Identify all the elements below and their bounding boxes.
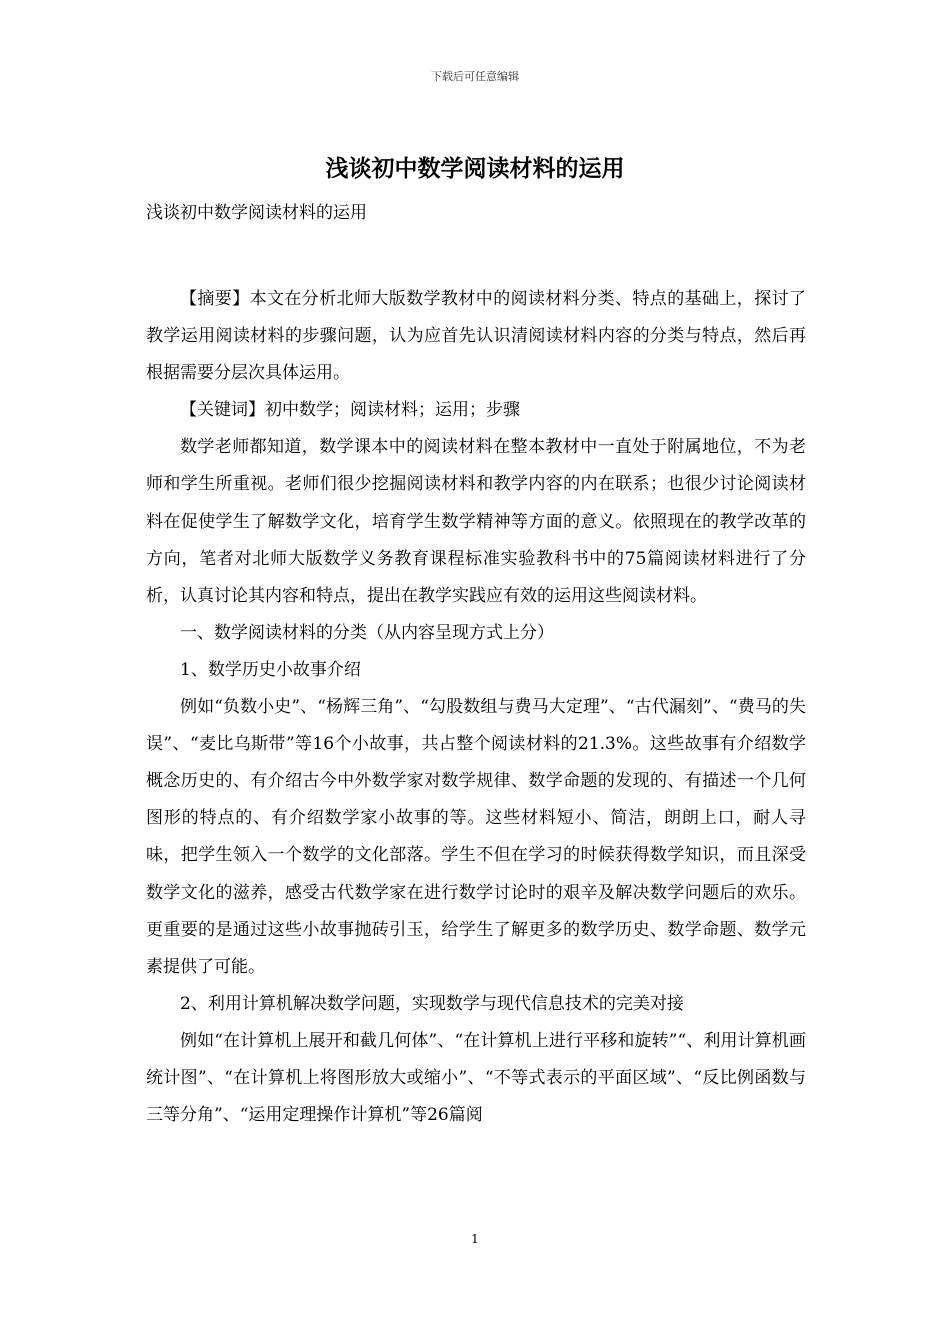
intro-paragraph: 数学老师都知道，数学课本中的阅读材料在整本教材中一直处于附属地位，不为老师和学生所重视。老师们很少挖掘阅读材料和教学内容的内在联系；也很少讨论阅读材料在促使学生了解数学文化，培育学生数学精神等方面的意义。依照现在的教学改革的方向，笔者对北师大版数学义务教育课程标准实验教科书中的75篇阅读材料进行了分析，认真讨论其内容和特点，提出在教学实践应有效的运用这些阅读材料。 — [146, 437, 806, 606]
body-paragraph: 例如“负数小史”、“杨辉三角”、“勾股数组与费马大定理”、“古代漏刻”、“费马的失误”、“麦比乌斯带”等16个小故事，共占整个阅读材料的21.3%。这些故事有介绍数学概念历史的、有介绍古今中外数学家对数学规律、数学命题的发现的、有描述一个几何图形的特点的、有介绍数学家小故事的等。这些材料短小、简洁，朗朗上口，耐人寻味，把学生领入一个数学的文化部落。学生不但在学习的时候获得数学知识，而且深受数学文化的滋养，感受古代数学家在进行数学讨论时的艰辛及解决数学问题后的欢乐。更重要的是通过这些小故事抛砖引玉，给学生了解更多的数学历史、数学命题、数学元素提供了可能。 — [146, 697, 806, 977]
page-header-note: 下载后可任意编辑 — [431, 70, 519, 83]
subsection-heading: 1、数学历史小故事介绍 — [180, 659, 361, 680]
keywords-paragraph: 【关键词】初中数学；阅读材料；运用；步骤 — [180, 400, 520, 421]
section-heading: 一、数学阅读材料的分类（从内容呈现方式上分） — [180, 622, 554, 643]
body-paragraph: 例如“在计算机上展开和截几何体”、“在计算机上进行平移和旋转”“、利用计算机画统计图”、“在计算机上将图形放大或缩小”、“不等式表示的平面区域”、“反比例函数与三等分角”、“运用定理操作计算机”等26篇阅 — [146, 1030, 806, 1126]
abstract-paragraph: 【摘要】本文在分析北师大版数学教材中的阅读材料分类、特点的基础上，探讨了教学运用阅读材料的步骤问题，认为应首先认识清阅读材料内容的分类与特点，然后再根据需要分层次具体运用。 — [146, 289, 806, 384]
subsection-heading: 2、利用计算机解决数学问题，实现数学与现代信息技术的完美对接 — [180, 993, 684, 1014]
page-number: 1 — [471, 1232, 479, 1246]
document-title: 浅谈初中数学阅读材料的运用 — [325, 155, 625, 182]
document-subtitle: 浅谈初中数学阅读材料的运用 — [146, 203, 367, 223]
document-body — [146, 281, 806, 1134]
